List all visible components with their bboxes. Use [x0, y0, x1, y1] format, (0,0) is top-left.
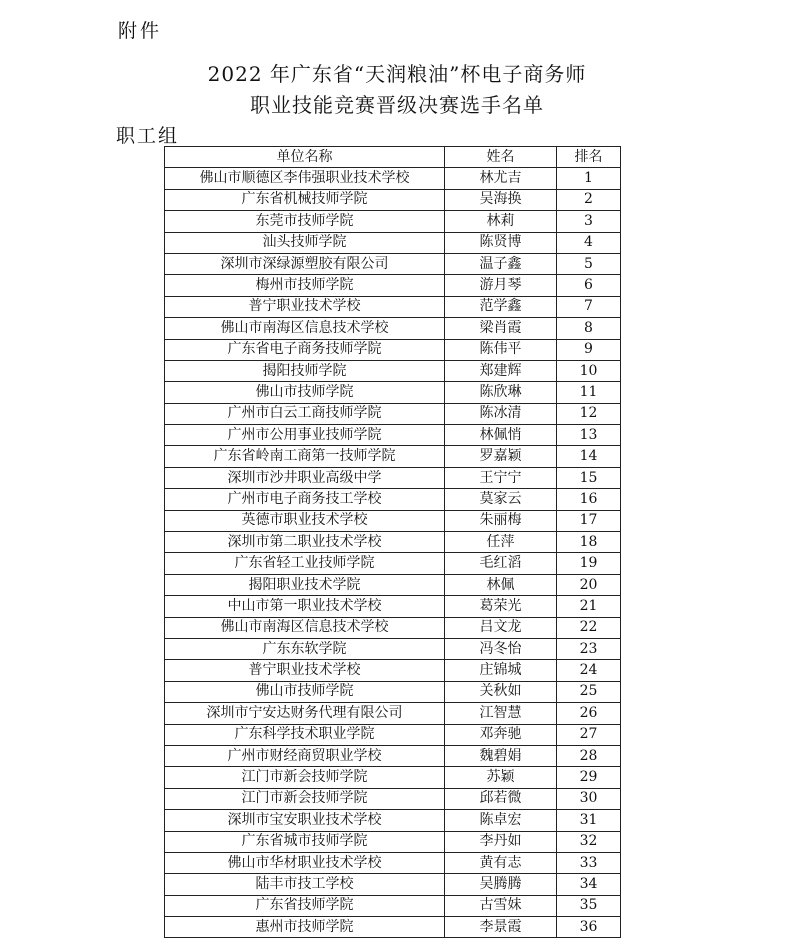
unit-name-cell: 佛山市技师学院 [165, 681, 445, 702]
unit-name-cell: 广东省机械技师学院 [165, 189, 445, 210]
rank-cell: 3 [557, 211, 621, 232]
rank-cell: 1 [557, 168, 621, 189]
contestant-name-cell: 朱丽梅 [445, 510, 557, 531]
contestant-name-cell: 陈贤博 [445, 232, 557, 253]
rank-cell: 32 [557, 831, 621, 852]
rank-cell: 34 [557, 874, 621, 895]
table-row [165, 703, 621, 724]
rank-cell: 5 [557, 253, 621, 274]
contestant-name-cell: 陈卓宏 [445, 810, 557, 831]
rank-cell: 31 [557, 810, 621, 831]
contestant-name-cell: 林尤吉 [445, 168, 557, 189]
contestant-name-cell: 邱若微 [445, 788, 557, 809]
contestant-name-cell: 李丹如 [445, 831, 557, 852]
rank-cell: 29 [557, 767, 621, 788]
contestant-name-cell: 吕文龙 [445, 617, 557, 638]
rank-cell: 20 [557, 574, 621, 595]
contestant-name-cell: 游月琴 [445, 275, 557, 296]
contestant-name-cell: 王宁宁 [445, 467, 557, 488]
contestant-name-cell: 罗嘉颖 [445, 446, 557, 467]
unit-name-cell: 广州市电子商务技工学校 [165, 489, 445, 510]
contestant-name-cell: 古雪妹 [445, 895, 557, 916]
table-row [165, 617, 621, 638]
contestant-name-cell: 陈欣琳 [445, 382, 557, 403]
table-header-row [165, 147, 621, 168]
rank-cell: 36 [557, 917, 621, 938]
contestant-name-cell: 冯冬怡 [445, 638, 557, 659]
rank-cell: 23 [557, 638, 621, 659]
table-row [165, 810, 621, 831]
unit-name-cell: 中山市第一职业技术学校 [165, 596, 445, 617]
rank-cell: 33 [557, 852, 621, 873]
unit-name-cell: 广东东软学院 [165, 638, 445, 659]
unit-name-cell: 佛山市南海区信息技术学校 [165, 617, 445, 638]
contestant-name-cell: 江智慧 [445, 703, 557, 724]
document-title-line1: 2022 年广东省“天润粮油”杯电子商务师 [207, 62, 587, 86]
table-row [165, 510, 621, 531]
contestant-name-cell: 任萍 [445, 532, 557, 553]
table-row [165, 745, 621, 766]
unit-name-cell: 深圳市宝安职业技术学校 [165, 810, 445, 831]
contestant-name-cell: 林佩 [445, 574, 557, 595]
rank-cell: 12 [557, 403, 621, 424]
rank-cell: 25 [557, 681, 621, 702]
contestant-name-cell: 李景霞 [445, 917, 557, 938]
rank-cell: 15 [557, 467, 621, 488]
contestant-name-cell: 吴海换 [445, 189, 557, 210]
table-row [165, 382, 621, 403]
table-row [165, 831, 621, 852]
contestant-name-cell: 范学鑫 [445, 296, 557, 317]
table-row [165, 724, 621, 745]
contestant-name-cell: 郑建辉 [445, 360, 557, 381]
rank-cell: 7 [557, 296, 621, 317]
unit-name-cell: 陆丰市技工学校 [165, 874, 445, 895]
unit-name-cell: 汕头技师学院 [165, 232, 445, 253]
rank-cell: 11 [557, 382, 621, 403]
rank-cell: 24 [557, 660, 621, 681]
contestant-name-cell: 苏颖 [445, 767, 557, 788]
unit-name-cell: 佛山市华材职业技术学校 [165, 852, 445, 873]
table-row [165, 189, 621, 210]
table-row [165, 553, 621, 574]
unit-name-cell: 佛山市南海区信息技术学校 [165, 318, 445, 339]
table-row [165, 638, 621, 659]
contestant-name-cell: 莫家云 [445, 489, 557, 510]
unit-name-cell: 广东省轻工业技师学院 [165, 553, 445, 574]
contestant-name-cell: 林佩悄 [445, 425, 557, 446]
rank-cell: 4 [557, 232, 621, 253]
unit-name-cell: 普宁职业技术学校 [165, 296, 445, 317]
unit-name-cell: 深圳市深绿源塑胶有限公司 [165, 253, 445, 274]
rank-cell: 13 [557, 425, 621, 446]
rank-cell: 17 [557, 510, 621, 531]
rank-cell: 19 [557, 553, 621, 574]
unit-name-cell: 广东省城市技师学院 [165, 831, 445, 852]
rank-cell: 14 [557, 446, 621, 467]
document-title-line2: 职业技能竞赛晋级决赛选手名单 [250, 93, 544, 117]
rank-cell: 27 [557, 724, 621, 745]
contestant-name-cell: 吴腾腾 [445, 874, 557, 895]
contestant-name-cell: 葛荣光 [445, 596, 557, 617]
contestant-name-cell: 毛红滔 [445, 553, 557, 574]
contestant-name-cell: 温子鑫 [445, 253, 557, 274]
rank-cell: 35 [557, 895, 621, 916]
rank-cell: 2 [557, 189, 621, 210]
rank-cell: 18 [557, 532, 621, 553]
table-row [165, 446, 621, 467]
column-header-name: 姓名 [445, 147, 557, 168]
contestant-name-cell: 陈冰清 [445, 403, 557, 424]
rank-cell: 6 [557, 275, 621, 296]
unit-name-cell: 深圳市沙井职业高级中学 [165, 467, 445, 488]
rank-cell: 30 [557, 788, 621, 809]
contestant-name-cell: 林莉 [445, 211, 557, 232]
unit-name-cell: 广州市公用事业技师学院 [165, 425, 445, 446]
rank-cell: 9 [557, 339, 621, 360]
unit-name-cell: 广东省电子商务技师学院 [165, 339, 445, 360]
rank-cell: 21 [557, 596, 621, 617]
unit-name-cell: 深圳市宁安达财务代理有限公司 [165, 703, 445, 724]
table-row [165, 532, 621, 553]
contestant-name-cell: 陈伟平 [445, 339, 557, 360]
table-row [165, 425, 621, 446]
table-row [165, 296, 621, 317]
table-row [165, 467, 621, 488]
table-row [165, 767, 621, 788]
table-row [165, 403, 621, 424]
unit-name-cell: 揭阳技师学院 [165, 360, 445, 381]
unit-name-cell: 广东省技师学院 [165, 895, 445, 916]
rank-cell: 22 [557, 617, 621, 638]
table-row [165, 917, 621, 938]
table-row [165, 895, 621, 916]
table-row [165, 211, 621, 232]
table-row [165, 874, 621, 895]
unit-name-cell: 梅州市技师学院 [165, 275, 445, 296]
table-row [165, 852, 621, 873]
unit-name-cell: 佛山市顺德区李伟强职业技术学校 [165, 168, 445, 189]
group-label: 职工组 [116, 125, 180, 147]
table-row [165, 232, 621, 253]
unit-name-cell: 江门市新会技师学院 [165, 767, 445, 788]
unit-name-cell: 普宁职业技术学校 [165, 660, 445, 681]
unit-name-cell: 广州市白云工商技师学院 [165, 403, 445, 424]
table-row [165, 318, 621, 339]
unit-name-cell: 江门市新会技师学院 [165, 788, 445, 809]
table-row [165, 489, 621, 510]
table-row [165, 596, 621, 617]
contestant-name-cell: 关秋如 [445, 681, 557, 702]
table-row [165, 660, 621, 681]
contestant-name-cell: 魏碧娟 [445, 745, 557, 766]
table-row [165, 681, 621, 702]
unit-name-cell: 广州市财经商贸职业学校 [165, 745, 445, 766]
contestant-name-cell: 梁肖霞 [445, 318, 557, 339]
unit-name-cell: 揭阳职业技术学院 [165, 574, 445, 595]
contestant-name-cell: 庄锦城 [445, 660, 557, 681]
unit-name-cell: 英德市职业技术学校 [165, 510, 445, 531]
rank-cell: 10 [557, 360, 621, 381]
table-row [165, 574, 621, 595]
rank-cell: 8 [557, 318, 621, 339]
contestant-name-cell: 黄有志 [445, 852, 557, 873]
table-row [165, 360, 621, 381]
contestant-name-cell: 邓奔驰 [445, 724, 557, 745]
unit-name-cell: 广东省岭南工商第一技师学院 [165, 446, 445, 467]
unit-name-cell: 广东科学技术职业学院 [165, 724, 445, 745]
attachment-label: 附件 [118, 20, 163, 42]
column-header-rank: 排名 [557, 147, 621, 168]
rank-cell: 16 [557, 489, 621, 510]
finalist-table [164, 146, 621, 938]
table-row [165, 253, 621, 274]
unit-name-cell: 佛山市技师学院 [165, 382, 445, 403]
table-row [165, 168, 621, 189]
column-header-unit: 单位名称 [165, 147, 445, 168]
rank-cell: 26 [557, 703, 621, 724]
unit-name-cell: 惠州市技师学院 [165, 917, 445, 938]
rank-cell: 28 [557, 745, 621, 766]
table-row [165, 788, 621, 809]
table-row [165, 339, 621, 360]
unit-name-cell: 深圳市第二职业技术学校 [165, 532, 445, 553]
table-row [165, 275, 621, 296]
unit-name-cell: 东莞市技师学院 [165, 211, 445, 232]
